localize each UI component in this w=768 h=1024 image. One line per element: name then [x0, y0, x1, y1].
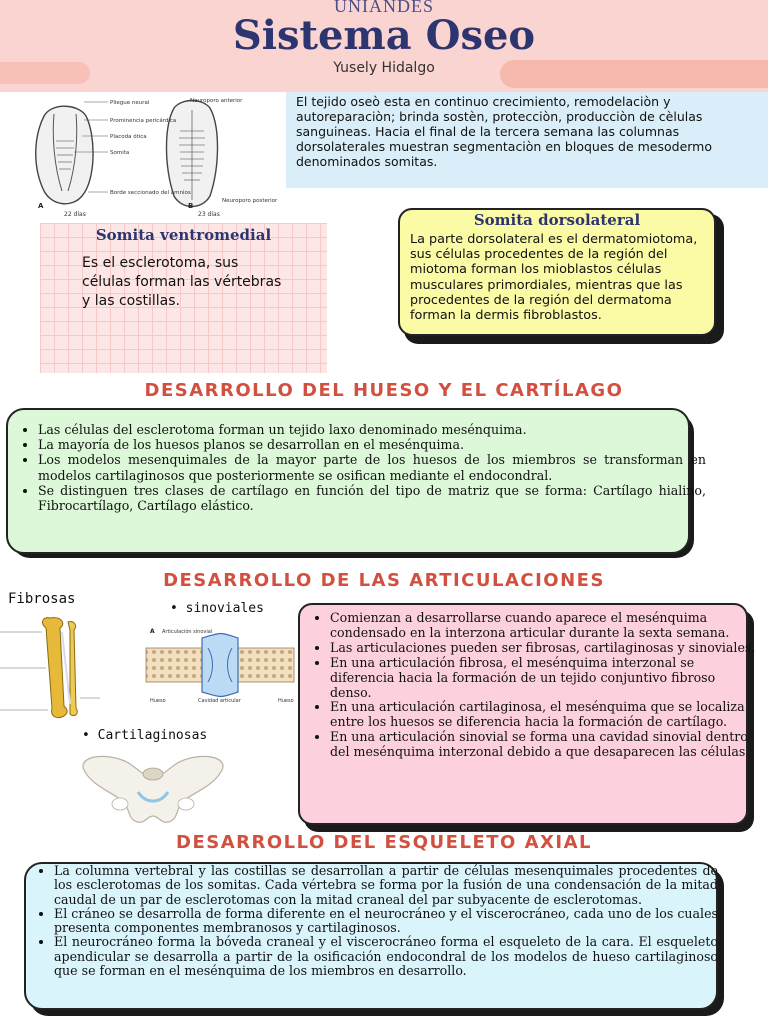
- embryo-label: B: [188, 202, 194, 210]
- section-title-bone: DESARROLLO DEL HUESO Y EL CARTÍLAGO: [144, 380, 624, 401]
- section-title-joints: DESARROLLO DE LAS ARTICULACIONES: [163, 570, 605, 591]
- embryo-label: 23 días: [198, 211, 220, 218]
- ventromedial-text: Es el esclerotoma, sus células forman las vértebras y las costillas.: [82, 255, 282, 309]
- pelvis-illustration: [78, 752, 228, 826]
- axial-list: [36, 864, 718, 978]
- list-item: • La columna vertebral y las costillas se desarrollan a partir de células mesenquimales procedentes de los esclerotomas de los somitas. Cada vértebra se forma por la fusión de una condensación de la mitad caudal de un par de esclerotomas con la mitad craneal del par subyacente de esclerotomas.: [54, 864, 718, 907]
- embryo-label: A: [38, 202, 44, 210]
- list-item: • Las articulaciones pueden ser fibrosas, cartilaginosas y sinoviales.: [330, 641, 758, 656]
- list-item: • El neurocráneo forma la bóveda craneal y el viscerocráneo forma el esqueleto de la cara. El esqueleto apendicular se desarrolla a partir de la osificación endocondral de los modelos de hueso cartilaginoso que se forman en el mesénquima de los miembros en desarrollo.: [54, 935, 718, 978]
- synovial-fig-label: Cavidad articular: [198, 698, 241, 704]
- synovial-fig-label: Hueso: [278, 698, 294, 704]
- list-item: • El cráneo se desarrolla de forma diferente en el neurocráneo y el viscerocráneo, cada uno de los cuales presenta componentes membranosos y cartilaginosos.: [54, 907, 718, 936]
- list-item: • En una articulación cartilaginosa, el mesénquima que se localiza entre los huesos se diferencia hacia la formación de cartílago.: [330, 700, 758, 730]
- embryo-label: Placoda ótica: [110, 134, 147, 140]
- embryo-label: Neuroporo posterior: [222, 198, 278, 204]
- synovial-fig-letter: A: [150, 628, 155, 635]
- label-synovial: • sinoviales: [170, 601, 264, 616]
- joints-list: [312, 611, 758, 760]
- institution-name: UNIANDES: [334, 0, 434, 16]
- embryo-label: Pliegue neural: [110, 100, 150, 106]
- list-item: • Las células del esclerotoma forman un tejido laxo denominado mesénquima.: [38, 422, 706, 437]
- author-name: Yusely Hidalgo: [333, 60, 435, 76]
- list-item: • Se distinguen tres clases de cartílago en función del tipo de matriz que se forma: Cartílago hialino, Fibrocartílago, Cartílago elástico.: [38, 483, 706, 513]
- embryo-illustration: [24, 96, 282, 220]
- ventromedial-title: Somita ventromedial: [95, 226, 272, 244]
- list-item: • Comienzan a desarrollarse cuando aparece el mesénquima condensado en la interzona articular durante la sexta semana.: [330, 611, 758, 641]
- label-fibrous: Fibrosas: [8, 591, 76, 607]
- synovial-joint-illustration: [142, 624, 298, 706]
- bone-list: [20, 422, 706, 513]
- embryo-label: Somita: [110, 150, 130, 156]
- label-cartilaginous: • Cartilaginosas: [82, 728, 208, 743]
- list-item: • En una articulación fibrosa, el mesénquima interzonal se diferencia hacia la formación de un tejido conjuntivo fibroso denso.: [330, 656, 758, 701]
- dorsolateral-title: Somita dorsolateral: [473, 211, 641, 229]
- page-title: Sistema Oseo: [232, 12, 536, 59]
- synovial-fig-caption: Articulación sinovial: [162, 629, 213, 635]
- list-item: • La mayoría de los huesos planos se desarrollan en el mesénquima.: [38, 437, 706, 452]
- fibrous-joint-illustration: [0, 612, 110, 724]
- intro-text: El tejido oseò esta en continuo crecimiento, remodelaciòn y autoreparaciòn; brinda sostèn, protecciòn, producciòn de cèlulas sanguineas. Hacia el final de la tercera semana las columnas dorsolaterales muestran segmentaciòn en bloques de mesodermo denominados somitas.: [296, 94, 712, 169]
- list-item: • En una articulación sinovial se forma una cavidad sinovial dentro del mesénquima interzonal debido a que desaparecen las células.: [330, 730, 758, 760]
- embryo-label: Borde seccionado del amnios: [110, 190, 191, 196]
- embryo-label: Prominencia pericárdica: [110, 118, 177, 124]
- embryo-label: 22 días: [64, 211, 86, 218]
- section-title-axial: DESARROLLO DEL ESQUELETO AXIAL: [176, 832, 592, 853]
- embryo-label: Neuroporo anterior: [190, 98, 243, 104]
- dorsolateral-text: La parte dorsolateral es el dermatomiotoma, sus células procedentes de la región del miotoma forman los mioblastos células musculares primordiales, mientras que las procedentes de la región del dermatoma forman la dermis fibroblastos.: [410, 232, 698, 324]
- list-item: • Los modelos mesenquimales de la mayor parte de los huesos de los miembros se transforman en modelos cartilaginosos que posteriormente se osifican mediante el endocondral.: [38, 452, 706, 482]
- synovial-fig-label: Hueso: [150, 698, 166, 704]
